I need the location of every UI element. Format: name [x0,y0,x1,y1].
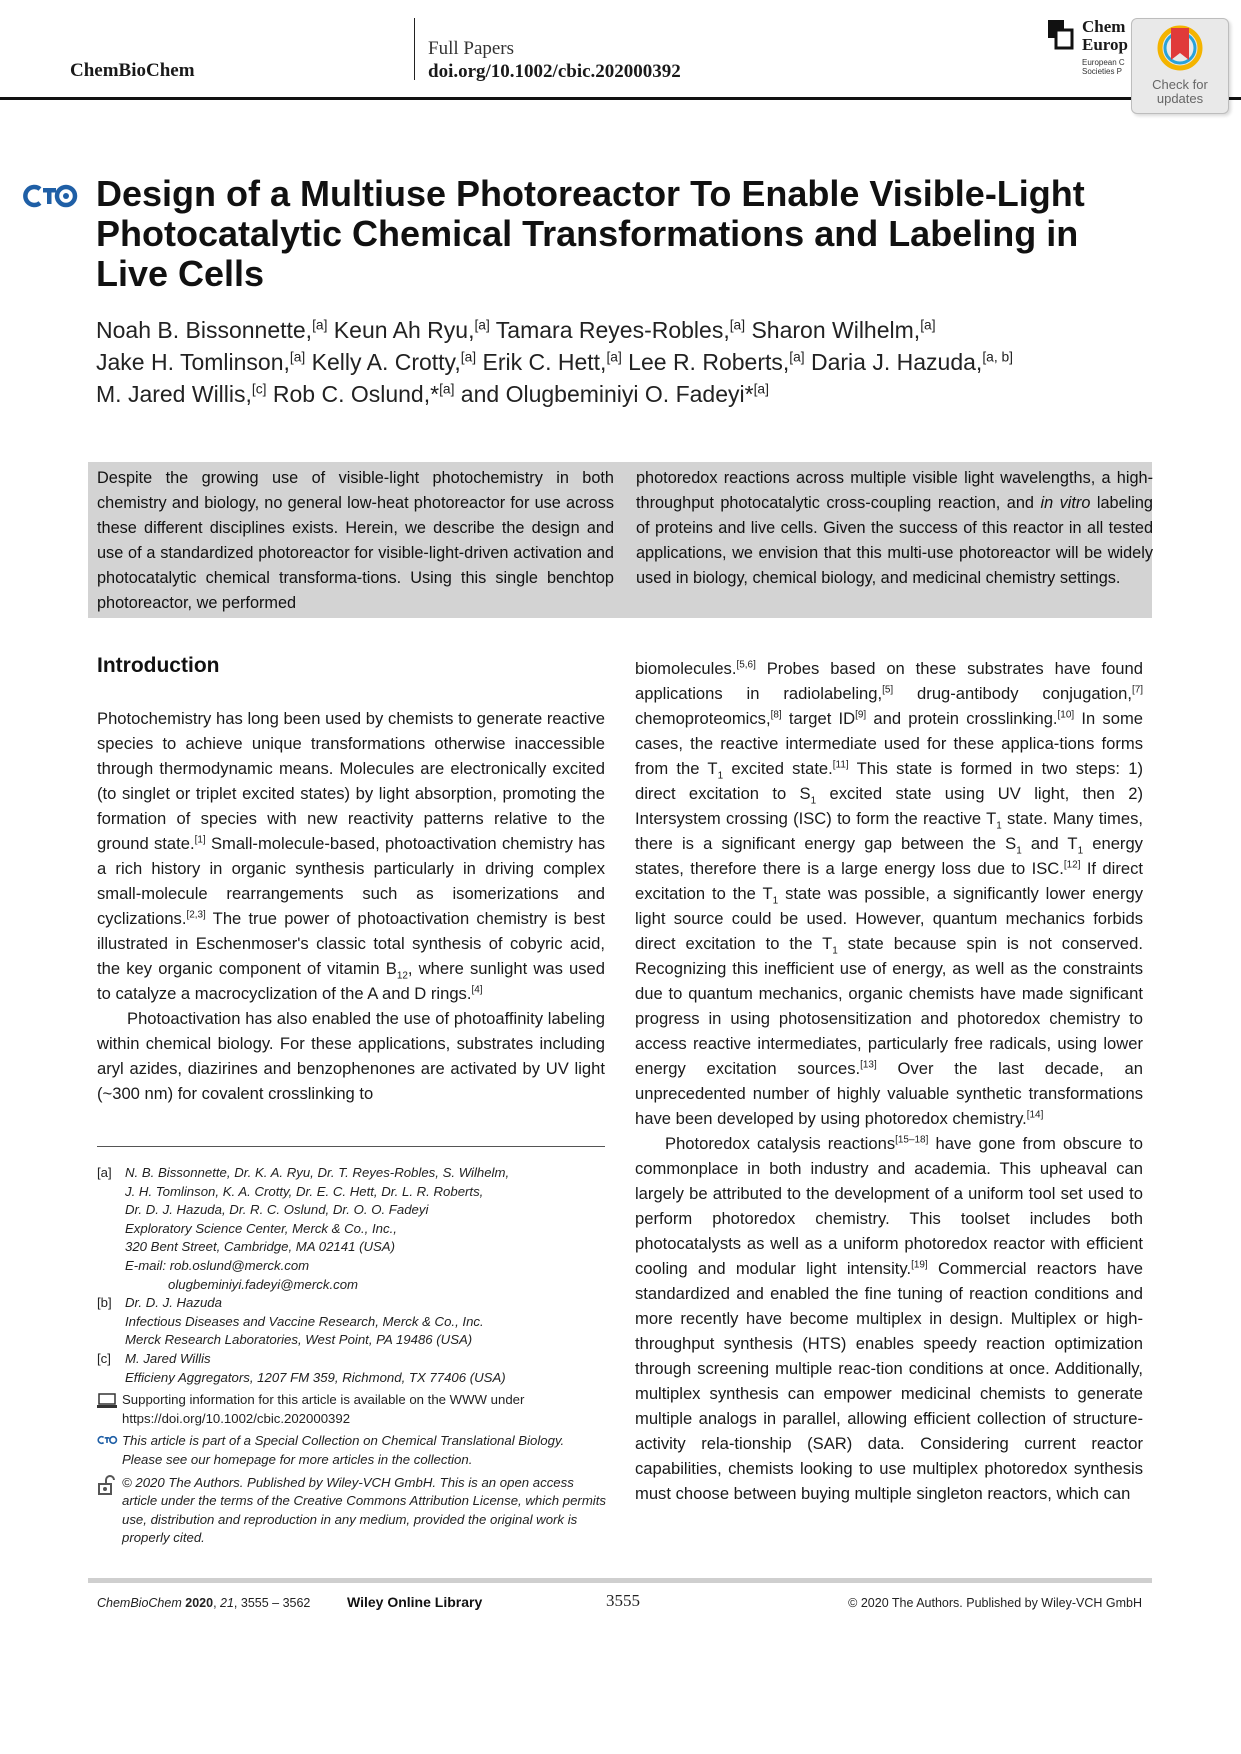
introduction-heading: Introduction [97,654,220,677]
citation-marker: [19] [911,1259,928,1271]
open-access-icon [97,1476,115,1496]
author-affiliation-marker: [a] [753,381,769,397]
chemistry-europe-mark-icon [1048,20,1074,50]
affiliation-names: Dr. D. J. Hazuda [125,1295,222,1311]
author-row [96,378,1186,410]
citation-marker: [4] [471,984,483,996]
subscript: 1 [996,820,1002,832]
citation-marker: [12] [1063,859,1081,871]
paragraph-text: have gone from obscure to commonplace in both industry and academia. This upheaval can largely be attributed to the development of a uniform tool set used to perform photoredox chemistry. This toolset includes both photocatalysts as well as a uniform photoredox reactor with efficient cooling and modular light intensity. [635,1134,1143,1278]
author-affiliation-marker: [a] [439,381,455,397]
ctb-collection-icon [22,185,82,207]
subscript: 1 [772,895,779,907]
header-rule [0,97,1241,100]
supporting-info-text[interactable]: Supporting information for this article is available on the WWW under https://doi.org/10.1002/cbic.202000392 [122,1392,525,1426]
collection-note [97,1432,607,1469]
author-name: Sharon Wilhelm, [745,317,921,343]
paragraph-text: state was possible, a significantly lower energy light source could be used. However, quantum mechanics forbids direct excitation to the T [635,884,1143,953]
chemistry-europe-logo[interactable] [1048,17,1128,82]
email-link[interactable]: olugbeminiyi.fadeyi@merck.com [168,1276,359,1292]
intro-paragraph-2: Photoactivation has also enabled the use of photoaffinity labeling within chemical biology. For these applications, substrates including aryl azides, diazirines and benzophenones are activated by UV light (~300 nm) for covalent crosslinking to [97,1009,605,1103]
paragraph-text: Photochemistry has long been used by chemists to generate reactive species to achieve unique transformations otherwise inaccessible through thermodynamic means. Molecules are electronically excited (to singlet or triplet excited states) by light absorption, promoting the formation of species with new reactivity patterns relative to the ground state. [97,709,605,853]
section-label: Full Papers [428,38,515,59]
subscript: 1 [832,945,838,957]
subscript: 12 [396,970,408,982]
affiliation-key: [b] [97,1295,112,1311]
affiliation-key: [c] [97,1350,111,1366]
citation-marker: [13] [860,1059,877,1071]
author-affiliation-marker: [a] [460,349,477,365]
abstract-right-before: photoredox reactions across multiple visible light wavelengths, a high-throughput photocatalytic cross-coupling reaction, and [636,469,1153,512]
chemistry-europe-name: Chem Europ [1082,17,1128,54]
author-name: Tamara Reyes-Robles, [489,317,730,343]
citation-marker: [1] [194,834,206,846]
ctb-collection-icon [97,1434,119,1446]
doi-link[interactable]: doi.org/10.1002/cbic.202000392 [428,61,681,82]
author-affiliation-marker: [a] [606,349,622,365]
author-affiliation-marker: [a] [729,317,746,333]
citation-marker: [2,3] [186,909,206,921]
paragraph-text: Photoredox catalysis reactions [665,1134,896,1153]
paragraph-text: state because spin is not conserved. Recognizing this inefficient use of energy, as well as the constraints due to quantum mechanics, organic chemists have made significant progress in using photosensitization and photoredox chemistry to access reactive intermediates, particularly free radicals, using lower energy excitation sources. [635,934,1143,1078]
abstract-left: Despite the growing use of visible-light photochemistry in both chemistry and biology, no general low-heat photoreactor for use across these different disciplines exists. Herein, we describe the design and use of a standardized photoreactor for visible-light-driven activation and photocatalytic chemical transforma-tions. Using this single benchtop photoreactor, we performed [97,469,614,612]
abstract-right [636,466,1153,591]
citation-marker: [7] [1131,684,1144,696]
author-name: Erik C. Hett, [476,349,607,375]
subscript: 1 [1016,845,1022,857]
footnote-rule [97,1146,605,1147]
affiliation-entry [97,1164,607,1294]
paragraph-text: drug-antibody conjugation, [893,684,1132,703]
author-name: Daria J. Hazuda, [804,349,983,375]
article-title: Design of a Multiuse Photoreactor To Enable Visible-Light Photocatalytic Chemical Transformations and Labeling in Live Cells [96,173,1085,294]
check-for-updates-label: Check for updates [1152,77,1208,106]
paragraph-text: Over the last decade, an unprecedented number of highly valuable synthetic transformations have been developed by using photoredox chemistry. [635,1059,1143,1128]
citation-marker: [14] [1026,1109,1044,1121]
paragraph-text: and T [1021,834,1078,853]
affiliations [97,1164,607,1548]
author-row [96,346,1186,378]
collection-text: This article is part of a Special Collection on Chemical Translational Biology. Please see our homepage for more articles in the collection. [122,1433,565,1467]
journal-name: ChemBioChem [70,60,195,81]
footer-rule [88,1578,1152,1583]
paragraph-text: If direct excitation to the T [635,859,1143,903]
footer-citation: ChemBioChem 2020, 21, 3555 – 3562 [97,1596,311,1610]
affiliation-address: Exploratory Science Center, Merck & Co., Inc., [125,1220,397,1236]
email-line [125,1276,607,1295]
paragraph-text: This state is formed in two steps: 1) direct excitation to S [635,759,1143,803]
check-for-updates-badge[interactable] [1131,18,1229,114]
affiliation-names: J. H. Tomlinson, K. A. Crotty, Dr. E. C. Hett, Dr. L. R. Roberts, [125,1183,484,1199]
affiliation-names: Dr. D. J. Hazuda, Dr. R. C. Oslund, Dr. O. O. Fadeyi [125,1202,429,1218]
license-note [97,1474,607,1548]
citation-marker: [9] [855,709,867,721]
paragraph-text: In some cases, the reactive intermediate used for these applica-tions forms from the T [635,709,1143,778]
citation-marker: [5] [882,684,894,696]
author-name: Noah B. Bissonnette, [96,317,313,343]
abstract-right-after: labeling of proteins and live cells. Given the success of this reactor in all tested applications, we envision that this multi-use photoreactor will be widely used in biology, chemical biology, and medicinal chemistry settings. [636,494,1153,587]
affiliation-entry [97,1294,607,1350]
affiliation-address: 320 Bent Street, Cambridge, MA 02141 (USA) [125,1239,395,1255]
citation-marker: [15–18] [895,1134,929,1146]
paragraph-text: Commercial reactors have standardized and enabled the fine tuning of reaction conditions and more recently have become multiplex in design. Multiplex or high-throughput synthesis (HTS) enables speedy reaction optimization through screening multiple reac-tion conditions at once. Additionally, multiplex synthesis can empower medicinal chemists to generate multiple analogs in parallel, allowing efficient collection of structure-activity rela-tionship (SAR) data. Considering current reactor capabilities, chemists looking to use multiplex photoredox synthesis must choose between buying multiple singleton reactors, which can [635,1259,1143,1503]
affiliation-address: Efficieny Aggregators, 1207 FM 359, Richmond, TX 77406 (USA) [125,1369,506,1385]
author-name: M. Jared Willis, [96,381,252,407]
citation-marker: [11] [832,759,849,771]
email-label: E-mail: [125,1257,170,1273]
author-affiliation-marker: [a] [289,349,306,365]
author-name: and Olugbeminiyi O. Fadeyi* [454,381,754,407]
left-column [97,706,605,1106]
paragraph-text: excited state using UV light, then 2) Intersystem crossing (ISC) to form the reactive T [635,784,1143,828]
computer-icon [97,1393,117,1409]
paragraph-text: , where sunlight was used to catalyze a macrocyclization of the A and D rings. [97,959,605,1003]
abstract-right-italic: in vitro [1040,494,1091,512]
paragraph-text: biomolecules. [635,659,737,678]
author-name: Kelly A. Crotty, [305,349,461,375]
paragraph-text: Probes based on these substrates have found applications in radiolabeling, [635,659,1143,703]
check-for-updates-icon [1156,24,1204,78]
paragraph-text: excited state. [723,759,833,778]
paragraph-text: and protein crosslinking. [866,709,1058,728]
affiliation-address: Merck Research Laboratories, West Point, PA 19486 (USA) [125,1332,473,1348]
wiley-online-library-link[interactable]: Wiley Online Library [347,1594,483,1610]
header-divider [414,18,415,80]
paragraph-text: chemoproteomics, [635,709,771,728]
author-affiliation-marker: [a, b] [982,349,1013,365]
citation-marker: [10] [1057,709,1075,721]
affiliation-list [97,1164,607,1387]
paragraph-text: state. Many times, there is a significant energy gap between the S [635,809,1143,853]
affiliation-names: M. Jared Willis [125,1350,211,1366]
affiliation-key: [a] [97,1165,112,1180]
paragraph-text: target ID [781,709,856,728]
citation-marker: [5,6] [736,659,756,671]
chemistry-europe-subtext: European C Societies P [1082,58,1125,76]
affiliation-address: Infectious Diseases and Vaccine Research, Merck & Co., Inc. [125,1313,484,1329]
right-column [635,656,1143,1506]
author-name: Keun Ah Ryu, [327,317,475,343]
subscript: 1 [1077,845,1084,857]
author-name: Jake H. Tomlinson, [96,349,290,375]
intro-paragraph-1 [97,706,605,1006]
subscript: 1 [810,795,817,807]
affiliation-names: N. B. Bissonnette, Dr. K. A. Ryu, Dr. T. Reyes-Robles, S. Wilhelm, [125,1165,510,1180]
author-affiliation-marker: [a] [789,349,805,365]
page-number: 3555 [606,1591,640,1610]
author-row [96,314,1186,346]
citation-marker: [8] [770,709,782,721]
paragraph-text: The true power of photoactivation chemistry is best illustrated in Eschenmoser's classic total synthesis of cobyric acid, the key organic component of vitamin B [97,909,605,978]
author-affiliation-marker: [a] [920,317,936,333]
author-list [96,314,1186,410]
author-affiliation-marker: [a] [312,317,328,333]
right-paragraph-1 [635,656,1143,1131]
footer-copyright: © 2020 The Authors. Published by Wiley-VCH GmbH [848,1596,1142,1610]
right-paragraph-2 [635,1131,1143,1506]
author-affiliation-marker: [c] [251,381,267,397]
paragraph-text: energy states, therefore there is a large energy loss due to ISC. [635,834,1143,878]
email-line [125,1257,607,1276]
email-link[interactable]: rob.oslund@merck.com [169,1257,310,1273]
supporting-info-note [97,1391,607,1428]
paragraph-text: Small-molecule-based, photoactivation chemistry has a rich history in organic synthesis particularly in driving complex small-molecule rearrangements such as isomerizations and cyclizations. [97,834,605,928]
affiliation-entry [97,1350,607,1387]
subscript: 1 [717,770,724,782]
author-affiliation-marker: [a] [474,317,490,333]
author-name: Lee R. Roberts, [621,349,790,375]
author-name: Rob C. Oslund,* [266,381,440,407]
license-text: © 2020 The Authors. Published by Wiley-VCH GmbH. This is an open access article under the terms of the Creative Commons Attribution License, which permits use, distribution and reproduction in any medium, provided the original work is properly cited. [122,1474,606,1546]
